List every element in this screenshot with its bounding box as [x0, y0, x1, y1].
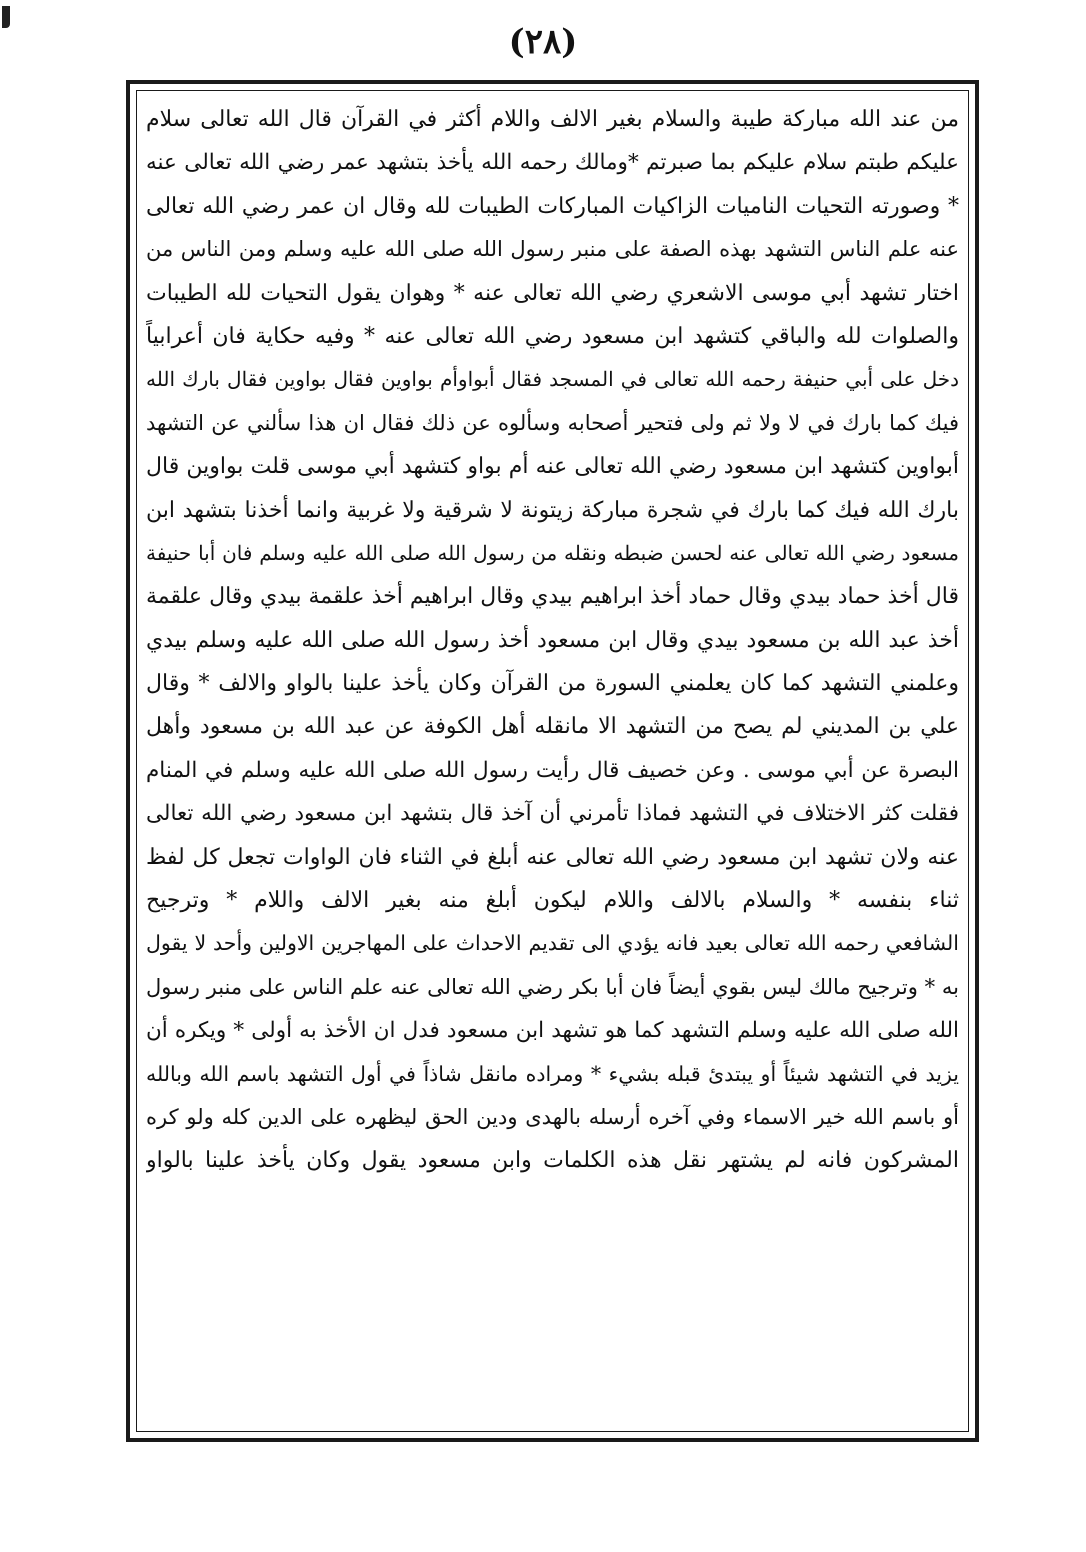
text-line: فيك كما بارك في لا ولا ثم ولى فتحير أصحابه وسألوه عن ذلك فقال ان هذا سألني عن التشهد: [146, 410, 959, 435]
text-line: يزيد في التشهد شيئاً أو يبتدئ قبله بشيء * ومراده مانقل شاذاً في أول التشهد باسم الله وبالله: [146, 1061, 959, 1086]
text-line: المشركون فانه لم يشتهر نقل هذه الكلمات وابن مسعود يقول وكان يأخذ علينا بالواو: [146, 1148, 959, 1174]
text-line: البصرة عن أبي موسى . وعن خصيف قال رأيت رسول الله صلى الله عليه وسلم في المنام: [146, 757, 959, 783]
body-text: [146, 98, 959, 1183]
text-line: قال أخذ حماد بيدي وقال حماد أخذ ابراهيم بيدي وقال ابراهيم أخذ علقمة بيدي وقال علقمة: [146, 584, 959, 610]
text-line: به * وترجيح مالك ليس بقوي أيضاً فان أبا بكر رضي الله تعالى عنه علم الناس على منبر رسول: [146, 974, 959, 999]
text-line: دخل على أبي حنيفة رحمه الله تعالى في المسجد فقال أبواوأم بواوين فقال بواوين فقال بارك الله: [146, 367, 959, 392]
text-line: الله صلى الله عليه وسلم التشهد كما هو تشهد ابن مسعود فدل ان الأخذ به أولى * ويكره أن: [146, 1018, 959, 1044]
text-line: عليكم طبتم سلام عليكم بما صبرتم *ومالك رحمه الله يأخذ بتشهد عمر رضي الله تعالى عنه: [146, 150, 959, 176]
text-line: عنه علم الناس التشهد بهذه الصفة على منبر رسول الله صلى الله عليه وسلم ومن الناس من: [146, 237, 959, 262]
text-line: والصلوات لله والباقي كتشهد ابن مسعود رضي الله تعالى عنه * وفيه حكاية فان أعرابياً: [146, 323, 959, 349]
text-line: بارك الله فيك كما بارك في شجرة مباركة زيتونة لا شرقية ولا غربية وانما أخذنا بتشهد ابن: [146, 497, 959, 523]
text-line: اختار تشهد أبي موسى الاشعري رضي الله تعالى عنه * وهوان يقول التحيات لله الطيبات: [146, 280, 959, 306]
text-line: أبواوين كتشهد ابن مسعود رضي الله تعالى عنه أم بواو كتشهد أبي موسى قلت بواوين قال: [146, 454, 959, 480]
text-line: فقلت كثر الاختلاف في التشهد فماذا تأمرني أن آخذ قال بتشهد ابن مسعود رضي الله تعالى: [146, 801, 959, 827]
text-line: علي بن المديني لم يصح من التشهد الا مانقله أهل الكوفة عن عبد الله بن مسعود وأهل: [146, 714, 959, 740]
text-line: أو باسم الله خير الاسماء وفي آخره أرسله بالهدى ودين الحق ليظهره على الدين كله ولو كره: [146, 1104, 959, 1129]
text-line: عنه ولان تشهد ابن مسعود رضي الله تعالى عنه أبلغ في الثناء فان الواوات تجعل كل لفظ: [146, 844, 959, 870]
page-number: (٢٨): [508, 22, 578, 62]
text-line: مسعود رضي الله تعالى عنه لحسن ضبطه ونقله من رسول الله صلى الله عليه وسلم فان أبا حنيفة: [146, 540, 959, 565]
text-line: وعلمني التشهد كما كان يعلمني السورة من القرآن وكان يأخذ علينا بالواو والالف * وقال: [146, 671, 959, 697]
text-line: الشافعي رحمه الله تعالى بعيد فانه يؤدي الى تقديم الاحداث على المهاجرين الاولين وأحد لا يقول: [146, 931, 959, 956]
text-line: * وصورته التحيات الناميات الزاكيات المباركات الطيبات لله وقال ان عمر رضي الله تعالى: [146, 193, 959, 219]
text-line: ثناء بنفسه * والسلام بالالف واللام ليكون أبلغ منه بغير الالف واللام * وترجيح: [146, 888, 959, 914]
text-line: من عند الله مباركة طيبة والسلام بغير الالف واللام أكثر في القرآن قال الله تعالى سلام: [146, 107, 959, 132]
text-line: أخذ عبد الله بن مسعود بيدي وقال ابن مسعود أخذ رسول الله صلى الله عليه وسلم بيدي: [146, 627, 959, 653]
